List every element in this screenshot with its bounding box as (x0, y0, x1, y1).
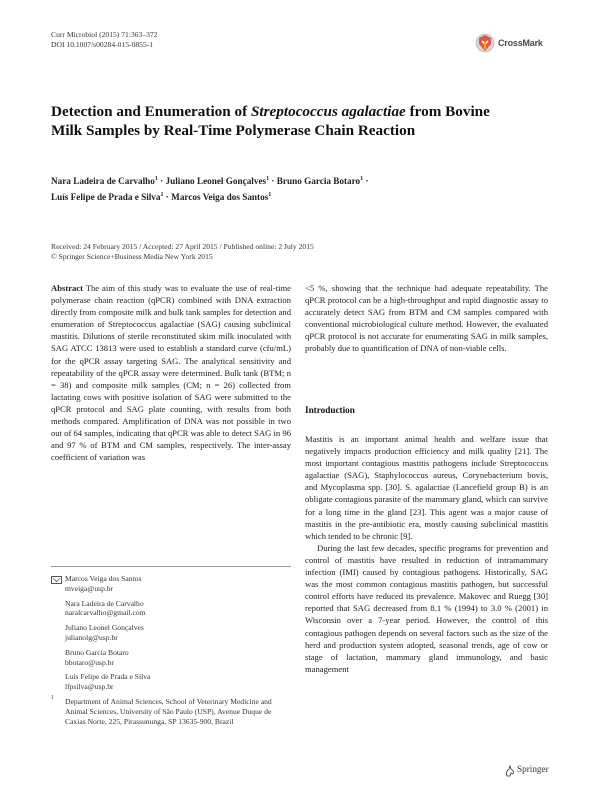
author[interactable]: Luís Felipe de Prada e Silva (51, 192, 161, 203)
contact-email[interactable]: lfpsilva@usp.br (65, 682, 114, 692)
contact-entry-corresponding (51, 574, 291, 594)
contact-entry (51, 672, 291, 692)
author[interactable]: Bruno Garcia Botaro (276, 176, 361, 187)
author-affiliation-mark: 1 (160, 192, 164, 199)
publication-dates: Received: 24 February 2015 / Accepted: 27 April 2015 / Published online: 2 July 2015 (51, 242, 314, 251)
contact-name: Nara Ladeira de Carvalho (65, 598, 144, 608)
author-contacts (51, 574, 291, 726)
contact-email[interactable]: naralcarvalho@gmail.com (65, 608, 146, 618)
author-separator: · (163, 192, 172, 203)
author-separator: · (157, 176, 166, 187)
springer-horse-icon (505, 765, 515, 777)
contact-entry (51, 623, 291, 643)
abstract (51, 282, 291, 463)
crossmark-badge[interactable] (475, 32, 555, 54)
contact-name: Marcos Veiga dos Santos (65, 574, 142, 583)
affiliation-mark: 1 (51, 694, 54, 701)
author-affiliation-mark: 1 (266, 176, 270, 182)
contact-entry (51, 648, 291, 668)
journal-line: Curr Microbiol (2015) 71:363–372 (51, 30, 158, 39)
title-part-1: Detection and Enumeration of (51, 103, 251, 120)
footnote-divider (51, 566, 291, 567)
author-affiliation-mark: 1 (154, 176, 158, 182)
envelope-icon (51, 576, 62, 584)
abstract-text: The aim of this study was to evaluate the use of real-time polymerase chain reaction (qPCR) combined with DNA extraction directly from composite milk and bulk tank samples for detection and enumeration of Streptococcus agalactiae (SAG) causing subclinical mastitis. Dilutions of sterile reconstituted skim milk inoculated with SAG ATCC 13813 were used to establish a standard curve (cfu/mL) for the qPCR assay targeting SAG. The analytical sensitivity and repeatability of the qPCR assay were determined. Bulk tank (BTM; n = 38) and composite milk samples (CM; n = 26) collected from lactating cows with positive isolation of SAG were submitted to the qPCR protocol and SAG plate counting, with results from both methods compared. Amplification of DNA was not possible in two out of 64 samples, indicating that qPCR was able to detect SAG in 96 and 97 % of BTM and CM samples, respectively. The inter-assay coefficient of variation was (51, 283, 291, 463)
author-affiliation-mark: 1 (268, 192, 272, 199)
journal-citation (51, 30, 158, 50)
affiliation-text: Department of Animal Sciences, School of Veterinary Medicine and Animal Sciences, University of São Paulo (USP), Avenue Duque de Caxias Norte, 225, Pirassununga, SP 13635-900, Brazil (65, 696, 272, 726)
author[interactable]: Marcos Veiga dos Santos (171, 192, 269, 203)
title-part-2: from Bovine Milk Samples by Real-Time Polymerase Chain Reaction (51, 103, 490, 139)
introduction-body (305, 433, 548, 675)
author[interactable]: Nara Ladeira de Carvalho (51, 176, 155, 187)
contact-name: Luís Felipe de Prada e Silva (65, 672, 151, 682)
springer-logo (505, 764, 565, 778)
author-separator: · (269, 176, 277, 187)
author-list (51, 172, 551, 204)
author[interactable]: Juliano Leonel Gonçalves (165, 176, 267, 187)
contact-name: Juliano Leonel Gonçalves (65, 623, 144, 633)
title-species: Streptococcus agalactiae (250, 103, 406, 120)
contact-entry (51, 599, 291, 619)
contact-email[interactable]: bbotaro@usp.br (65, 657, 114, 667)
doi-line[interactable]: DOI 10.1007/s00284-015-0855-1 (51, 40, 154, 49)
abstract-heading: Abstract (51, 283, 83, 293)
crossmark-icon (475, 32, 495, 54)
introduction-paragraph: Mastitis is an important animal health and welfare issue that negatively impacts production efficiency and milk quality [21]. The most important contagious mastitis pathogens include Streptococcus agalactiae (SAG), Staphylococcus aureus, Corynebacterium bovis, and Mycoplasma spp. [30]. S. agalactiae (Lancefield group B) is an obligate contagious parasite of the mammary gland, which can survive for a long time in the gland [23]. This agent was a major cause of mastitis in the pre-antibiotic era, mostly causing subclinical mastitis which tended to be chronic [9]. (305, 434, 548, 541)
copyright-notice: © Springer Science+Business Media New York 2015 (51, 252, 213, 261)
contact-name: Bruno Garcia Botaro (65, 647, 129, 657)
author-affiliation-mark: 1 (360, 176, 364, 182)
article-title (51, 103, 521, 140)
introduction-paragraph: During the last few decades, specific programs for prevention and control of mastitis have resulted in reduction of intramammary infection (IMI) caused by contagious pathogens. Historically, SAG was the most common contagious mastitis pathogen, but successful control efforts have reduced its prevalence. Makovec and Ruegg [30] reported that SAG decreased from 8.1 % (1994) to 3.0 % (2001) in Wisconsin over a 7-year period. However, the control of this contagious pathogen depends on several factors such as the size of the herd and production system adopted, seasonal trends, age of cow or stage of lactation, mammary gland immunology, and basic management (305, 542, 548, 674)
author-separator: · (363, 176, 369, 187)
affiliation (51, 694, 291, 726)
contact-email[interactable]: julianolg@usp.br (65, 632, 118, 642)
publisher-name: Springer (517, 764, 549, 774)
contact-email[interactable]: mveiga@usp.br (65, 583, 114, 593)
abstract-continued: <5 %, showing that the technique had adequate repeatability. The qPCR protocol can be a high-throughput and rapid diagnostic assay to accurately detect SAG from BTM and CM samples compared with conventional microbiological culture method. However, the evaluated qPCR protocol is not accurate for enumerating SAG in milk samples, probably due to quantification of DNA of non-viable cells. (305, 283, 548, 354)
crossmark-label: CrossMark (498, 38, 543, 48)
introduction-heading: Introduction (305, 405, 355, 415)
